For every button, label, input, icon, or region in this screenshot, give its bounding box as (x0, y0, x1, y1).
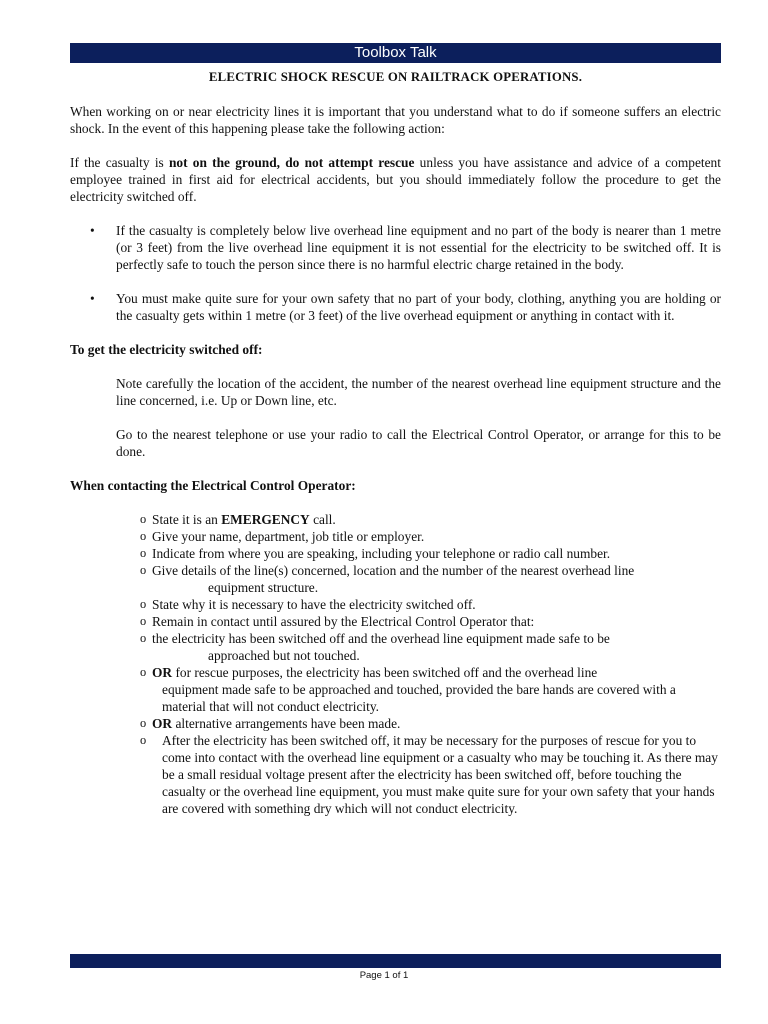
toolbox-talk-banner (70, 43, 721, 63)
item-text: State why it is necessary to have the electricity switched off. (152, 597, 476, 612)
list-item (140, 613, 721, 630)
item-text: Give your name, department, job title or employer. (152, 529, 425, 544)
bullet-o-icon: o (140, 614, 147, 628)
bullet-o-icon: o (140, 631, 147, 645)
casualty-text-pre: If the casualty is (70, 155, 169, 170)
item-text: call. (309, 512, 336, 527)
contact-checklist (70, 511, 721, 817)
casualty-text-post: unless you have assistance and advice of a competent employee trained in first aid for electrical accidents, but you should immediately follow the procedure to get the electricity switched off. (70, 155, 721, 204)
bullet-o-icon: o (140, 529, 147, 543)
item-text: for rescue purposes, the electricity has been switched off and the overhead line (172, 665, 598, 680)
or-label: OR (152, 665, 173, 680)
casualty-paragraph (70, 154, 721, 205)
item-text: State it is an (152, 512, 222, 527)
bullet-o-icon: o (140, 716, 147, 730)
switch-off-paragraph-1: Note carefully the location of the accident, the number of the nearest overhead line equipment structure and the line concerned, i.e. Up or Down line, etc. (116, 376, 721, 408)
footer-bar (70, 954, 721, 968)
list-item (140, 511, 721, 528)
list-item (140, 664, 721, 715)
bullet-o-icon: o (140, 733, 147, 747)
bullet-icon: • (90, 291, 95, 306)
item-continuation: equipment made safe to be approached and touched, provided the bare hands are covered with a material that will not conduct electricity. (162, 682, 676, 714)
bullet-item (70, 222, 721, 273)
emergency-label: EMERGENCY (221, 512, 310, 527)
bullet-icon: • (90, 223, 95, 238)
bullet-o-icon: o (140, 665, 147, 679)
bullet-item (70, 290, 721, 324)
list-item (140, 715, 721, 732)
item-text: alternative arrangements have been made. (172, 716, 401, 731)
bullet-o-icon: o (140, 546, 147, 560)
bullet-o-icon: o (140, 512, 147, 526)
document-body (70, 69, 721, 817)
switch-off-heading: To get the electricity switched off: (70, 342, 263, 357)
list-item (140, 630, 721, 664)
casualty-warning: not on the ground, do not attempt rescue (168, 155, 415, 170)
document-heading: ELECTRIC SHOCK RESCUE ON RAILTRACK OPERATIONS. (208, 70, 583, 84)
item-continuation: equipment structure. (208, 580, 319, 595)
bullet-o-icon: o (140, 597, 147, 611)
list-item (140, 562, 721, 596)
item-text: Indicate from where you are speaking, including your telephone or radio call number. (152, 546, 611, 561)
item-text: After the electricity has been switched off, it may be necessary for the purposes of rescue for you to come into contact with the overhead line equipment or a casualty who may be touching it. As there may be a small residual voltage present after the electricity has been switched off, before touching the casualty or the overhead line equipment, you must make quite sure for your own safety that your hands are covered with something dry which will not conduct electricity. (162, 733, 718, 816)
contact-heading: When contacting the Electrical Control Operator: (70, 478, 356, 493)
list-item (140, 528, 721, 545)
item-text: Remain in contact until assured by the Electrical Control Operator that: (152, 614, 535, 629)
banner-title: Toolbox Talk (354, 44, 437, 61)
or-label: OR (152, 716, 173, 731)
item-text: Give details of the line(s) concerned, location and the number of the nearest overhead line (152, 563, 635, 578)
switch-off-paragraph-2: Go to the nearest telephone or use your radio to call the Electrical Control Operator, or arrange for this to be done. (116, 427, 721, 459)
bullet-text: You must make quite sure for your own safety that no part of your body, clothing, anything you are holding or the casualty gets within 1 metre (or 3 feet) of the live overhead equipment or anything in contact with it. (116, 291, 721, 323)
list-item (140, 732, 721, 817)
bullet-text: If the casualty is completely below live overhead line equipment and no part of the body is nearer than 1 metre (or 3 feet) from the live overhead line equipment it is not essential for the electricity to be switched off. It is perfectly safe to touch the person since there is no harmful electric charge retained in the body. (116, 223, 721, 272)
page-number: Page 1 of 1 (359, 970, 409, 981)
list-item (140, 596, 721, 613)
list-item (140, 545, 721, 562)
item-continuation: approached but not touched. (208, 648, 360, 663)
intro-paragraph: When working on or near electricity lines it is important that you understand what to do if someone suffers an electric shock. In the event of this happening please take the following action: (70, 104, 721, 136)
item-text: the electricity has been switched off and the overhead line equipment made safe to be (152, 631, 610, 646)
bullet-o-icon: o (140, 563, 147, 577)
bullet-list (70, 222, 721, 324)
